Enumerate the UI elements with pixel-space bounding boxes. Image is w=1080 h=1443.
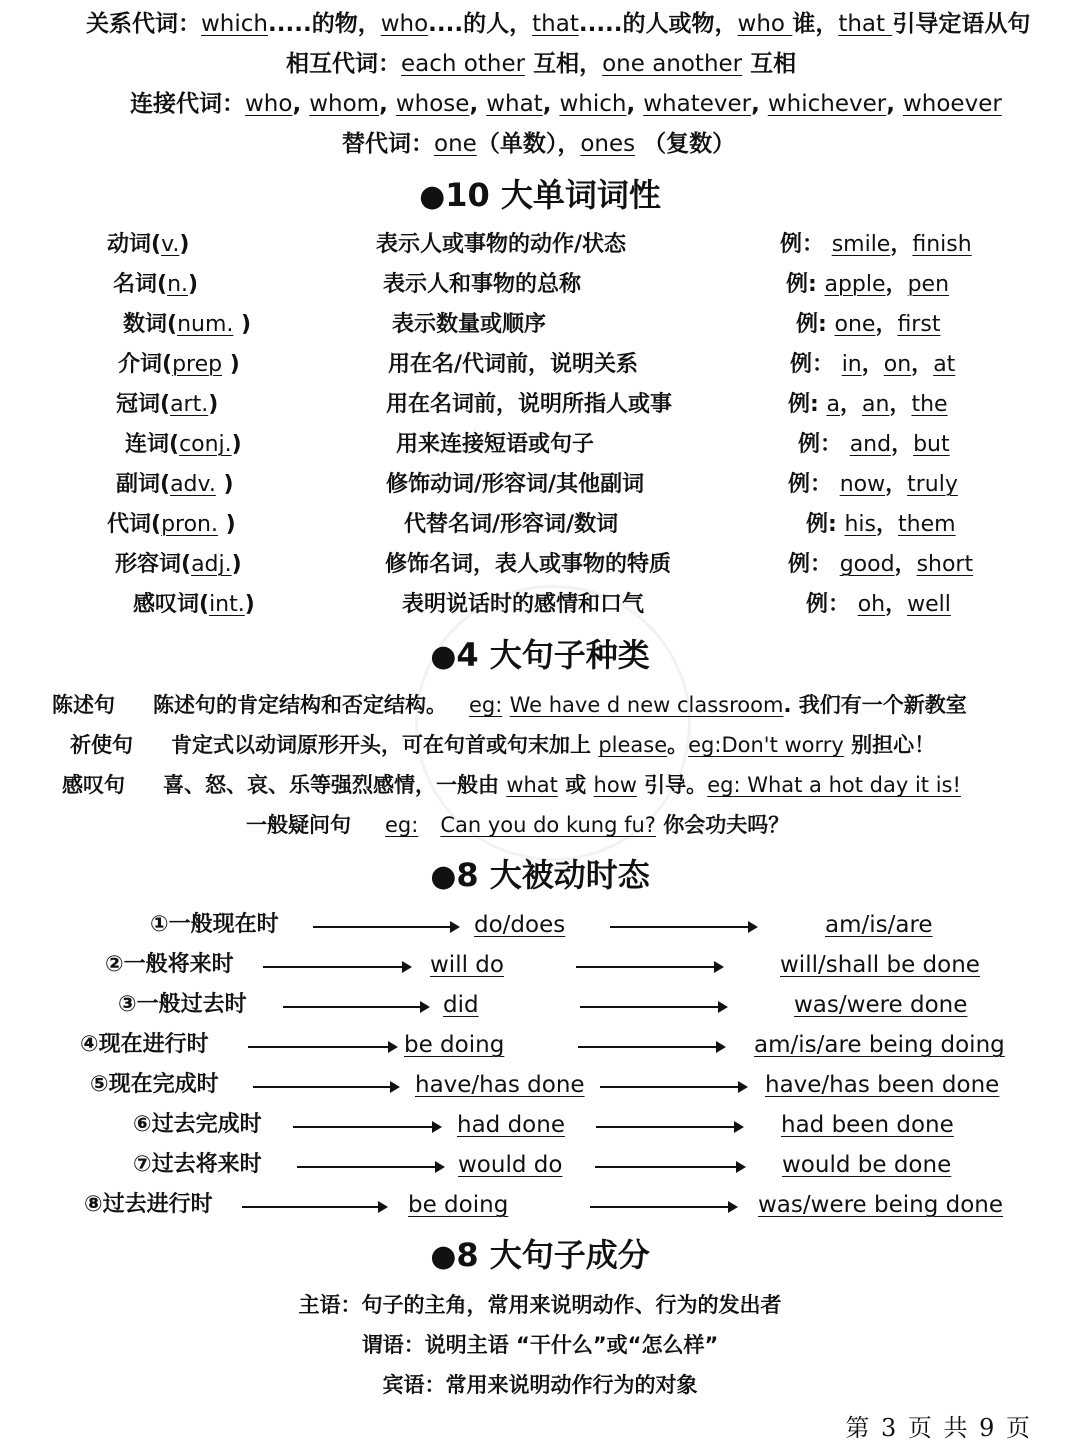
bullet-icon: ●: [419, 179, 446, 214]
text: 谁，: [792, 11, 839, 37]
component-subject: 主语：句子的主角，常用来说明动作、行为的发出者: [298, 1293, 782, 1317]
tense-name: ②一般将来时: [105, 952, 234, 977]
heading-text: 8 大句子成分: [456, 1236, 650, 1274]
arrow-right-icon: [248, 1046, 396, 1048]
passive-form: will/shall be done: [780, 952, 980, 978]
example: We have d new classroom: [509, 693, 784, 717]
example-word: well: [907, 592, 951, 617]
pos-close: ): [244, 592, 255, 617]
word: which: [559, 91, 627, 117]
example-word: pen: [907, 272, 950, 297]
pos-close: ): [188, 272, 199, 297]
word: whichever: [767, 91, 887, 117]
example-word: a: [826, 392, 840, 417]
active-form: be doing: [408, 1192, 509, 1218]
arrow-right-icon: [242, 1206, 386, 1208]
example-word: short: [916, 552, 974, 577]
pos-description: 用在名词前，说明所指人或事: [386, 392, 673, 417]
pos-close: ): [179, 232, 190, 257]
pos-close: ): [233, 312, 252, 337]
tense-name: ⑧过去进行时: [84, 1192, 213, 1217]
pos-description: 代替名词/形容词/数词: [404, 512, 619, 537]
example-label: 例：: [798, 432, 843, 457]
text: 互相，: [525, 51, 603, 77]
example-label: 例:: [788, 392, 819, 417]
label: 关系代词：: [86, 11, 201, 37]
pos-abbr: art.: [170, 392, 209, 417]
pos-close: ): [218, 512, 236, 537]
sentence-type-exclamatory: [62, 770, 961, 800]
passive-form: was/were being done: [758, 1192, 1004, 1218]
example: Can you do kung fu?: [440, 813, 656, 837]
heading-text: 10 大单词词性: [445, 176, 661, 214]
active-form: would do: [458, 1152, 563, 1178]
passive-form: had been done: [781, 1112, 954, 1138]
example-word: now: [839, 472, 886, 497]
active-form: had done: [457, 1112, 565, 1138]
pos-name: [116, 390, 218, 420]
text: .....的人或物，: [578, 11, 738, 37]
arrow-right-icon: [595, 1166, 744, 1168]
pos-close: ): [231, 552, 242, 577]
example: :Don't worry: [714, 733, 844, 757]
component-object: 宾语：常用来说明动作行为的对象: [382, 1373, 698, 1397]
pos-label: 冠词(: [116, 392, 171, 417]
example-word: first: [897, 312, 941, 337]
word: who: [737, 11, 793, 37]
word: who: [245, 91, 293, 117]
pos-description: 表示数量或顺序: [392, 312, 547, 337]
example-word: finish: [912, 232, 972, 257]
keyword: please: [598, 733, 668, 757]
type-desc: 陈述句的肯定结构和否定结构。: [153, 693, 447, 717]
pos-close: ): [222, 352, 240, 377]
text: 或: [557, 773, 594, 797]
example-word: one: [834, 312, 876, 337]
pos-name: [123, 310, 251, 340]
text: （复数）: [635, 131, 736, 157]
pos-examples: 例： good，short: [788, 552, 974, 577]
pos-name: [107, 510, 236, 540]
pos-abbr: adj.: [191, 552, 232, 577]
passive-form: am/is/are: [825, 912, 933, 938]
sentence-type-yes-no-question: [246, 810, 789, 840]
pos-description: 用在名/代词前，说明关系: [388, 352, 639, 377]
tense-name: ⑦过去将来时: [133, 1152, 262, 1177]
example-label: 例：: [780, 232, 825, 257]
pos-examples: 例: his，them: [806, 512, 956, 537]
example: : What a hot day it is!: [733, 773, 961, 797]
pos-examples: 例： in，on，at: [790, 352, 956, 377]
section-heading-parts-of-speech: [0, 175, 1080, 217]
pos-description: 表示人或事物的动作/状态: [376, 232, 627, 257]
word: one another: [602, 51, 743, 77]
word: whatever: [643, 91, 752, 117]
pos-description: 修饰名词，表人或事物的特质: [385, 552, 672, 577]
pos-abbr: conj.: [179, 432, 232, 457]
translation: 别担心！: [843, 733, 936, 757]
example-label: 例：: [788, 472, 833, 497]
arrow-right-icon: [580, 1006, 726, 1008]
pos-close: ): [231, 432, 242, 457]
pos-close: ): [215, 472, 234, 497]
relative-pronoun-line: [86, 9, 1030, 39]
arrow-right-icon: [576, 966, 722, 968]
component-predicate: 谓语：说明主语 “干什么”或“怎么样”: [361, 1333, 719, 1357]
example-word: apple: [824, 272, 886, 297]
keyword: how: [593, 773, 637, 797]
pos-abbr: n.: [167, 272, 188, 297]
pos-examples: 例: a，an，the: [788, 392, 948, 417]
text: 引导定语从句: [892, 11, 1031, 37]
example-word: his: [844, 512, 877, 537]
type-desc: 喜、怒、哀、乐等强烈感情，一般由: [163, 773, 499, 797]
example-label: 例：: [806, 592, 851, 617]
pos-name: [118, 350, 240, 380]
pos-name: [115, 550, 242, 580]
active-form: did: [443, 992, 479, 1018]
arrow-right-icon: [313, 926, 458, 928]
pos-abbr: pron.: [161, 512, 218, 537]
pos-label: 连词(: [125, 432, 180, 457]
word: whoever: [902, 91, 1002, 117]
word: what: [486, 91, 543, 117]
reciprocal-pronoun-line: [286, 49, 796, 79]
type-name: 陈述句: [52, 693, 115, 717]
pos-label: 动词(: [107, 232, 162, 257]
arrow-right-icon: [590, 1206, 736, 1208]
word: whom: [309, 91, 380, 117]
text: （单数），: [476, 131, 581, 157]
active-form: have/has done: [415, 1072, 585, 1098]
example-word: on: [883, 352, 912, 377]
text: ....的人，: [428, 11, 533, 37]
section-heading-sentence-types: [0, 635, 1080, 677]
label: 相互代词：: [286, 51, 401, 77]
pos-label: 副词(: [116, 472, 171, 497]
pos-label: 感叹词(: [133, 592, 210, 617]
tense-name: ⑤现在完成时: [90, 1072, 219, 1097]
pos-examples: 例： and，but: [798, 432, 950, 457]
sentence-type-imperative: [70, 730, 935, 760]
connective-pronoun-line: 连接代词：who, whom, whose, what, which, whatever, whichever, whoever: [130, 91, 1002, 117]
pos-label: 数词(: [123, 312, 178, 337]
pos-abbr: v.: [161, 232, 180, 257]
example-word: in: [841, 352, 862, 377]
word: who: [380, 11, 429, 37]
example-word: truly: [907, 472, 958, 497]
tense-name: ⑥过去完成时: [133, 1112, 262, 1137]
section-heading-sentence-components: [0, 1235, 1080, 1277]
eg-label: eg:: [468, 693, 503, 717]
heading-text: 8 大被动时态: [456, 856, 650, 894]
arrow-right-icon: [297, 1166, 443, 1168]
pos-close: ): [208, 392, 219, 417]
word: ones: [580, 131, 636, 157]
example-word: good: [839, 552, 895, 577]
pos-abbr: adv.: [170, 472, 216, 497]
word: that: [532, 11, 579, 37]
arrow-right-icon: [578, 1046, 724, 1048]
type-name: 一般疑问句: [246, 813, 351, 837]
pos-label: 名词(: [113, 272, 168, 297]
sentence-type-declarative: [52, 690, 967, 720]
active-form: will do: [430, 952, 504, 978]
bullet-icon: ●: [430, 859, 457, 894]
bullet-icon: ●: [430, 1239, 457, 1274]
type-name: 感叹句: [62, 773, 125, 797]
pos-label: 形容词(: [115, 552, 192, 577]
passive-form: would be done: [782, 1152, 952, 1178]
arrow-right-icon: [293, 1126, 440, 1128]
example-word: them: [898, 512, 956, 537]
example-word: at: [933, 352, 956, 377]
pos-description: 用来连接短语或句子: [396, 432, 595, 457]
example-word: smile: [831, 232, 891, 257]
pos-examples: 例: one，first: [796, 312, 941, 337]
text: 引导。: [636, 773, 708, 797]
active-form: be doing: [404, 1032, 505, 1058]
label: 连接代词：: [130, 91, 245, 117]
example-word: oh: [857, 592, 886, 617]
tense-name: ④现在进行时: [80, 1032, 209, 1057]
pos-name: [133, 590, 255, 620]
translation: . 我们有一个新教室: [783, 693, 967, 717]
pos-name: [107, 230, 189, 260]
arrow-right-icon: [610, 926, 756, 928]
type-desc: 肯定式以动词原形开头，可在句首或句末加上: [171, 733, 591, 757]
pos-label: 代词(: [107, 512, 162, 537]
example-label: 例：: [788, 552, 833, 577]
text: .....的物，: [268, 11, 381, 37]
arrow-right-icon: [253, 1086, 398, 1088]
passive-form: was/were done: [794, 992, 968, 1018]
example-label: 例:: [786, 272, 817, 297]
eg-label: eg: [707, 773, 734, 797]
arrow-right-icon: [283, 1006, 428, 1008]
example-label: 例:: [796, 312, 827, 337]
pos-examples: 例： now，truly: [788, 472, 958, 497]
pos-examples: 例： smile，finish: [780, 232, 972, 257]
example-word: an: [861, 392, 890, 417]
arrow-right-icon: [596, 1126, 742, 1128]
eg-label: eg: [688, 733, 715, 757]
passive-form: am/is/are being doing: [754, 1032, 1005, 1058]
word: whose: [395, 91, 470, 117]
type-name: 祈使句: [70, 733, 133, 757]
keyword: what: [506, 773, 558, 797]
arrow-right-icon: [600, 1086, 746, 1088]
pos-description: 修饰动词/形容词/其他副词: [386, 472, 645, 497]
pos-examples: 例： oh，well: [806, 592, 951, 617]
pos-name: [125, 430, 242, 460]
tense-name: ③一般过去时: [118, 992, 247, 1017]
pos-description: 表明说话时的感情和口气: [402, 592, 645, 617]
pos-name: [116, 470, 234, 500]
pos-label: 介词(: [118, 352, 173, 377]
word: each other: [401, 51, 526, 77]
word: that: [838, 11, 893, 37]
page-number: 第 3 页 共 9 页: [845, 1414, 1032, 1442]
section-heading-passive-tenses: [0, 855, 1080, 897]
bullet-icon: ●: [430, 639, 457, 674]
example-word: but: [913, 432, 950, 457]
pos-name: [113, 270, 198, 300]
label: 替代词：: [342, 131, 434, 157]
example-label: 例:: [806, 512, 837, 537]
word: one: [434, 131, 477, 157]
translation: 你会功夫吗？: [655, 813, 790, 837]
pos-abbr: prep: [172, 352, 223, 377]
active-form: do/does: [474, 912, 566, 938]
pos-abbr: num.: [177, 312, 234, 337]
text: 互相: [742, 51, 797, 77]
text: 。: [667, 733, 689, 757]
pos-description: 表示人和事物的总称: [383, 272, 582, 297]
passive-form: have/has been done: [765, 1072, 1000, 1098]
example-word: and: [849, 432, 892, 457]
pos-abbr: int.: [209, 592, 245, 617]
eg-label: eg:: [385, 813, 419, 837]
word: which: [201, 11, 269, 37]
tense-name: ①一般现在时: [150, 912, 279, 937]
arrow-right-icon: [263, 966, 410, 968]
example-word: the: [911, 392, 948, 417]
substitute-pronoun-line: [342, 129, 735, 159]
example-label: 例：: [790, 352, 835, 377]
heading-text: 4 大句子种类: [456, 636, 650, 674]
pos-examples: 例: apple，pen: [786, 272, 950, 297]
